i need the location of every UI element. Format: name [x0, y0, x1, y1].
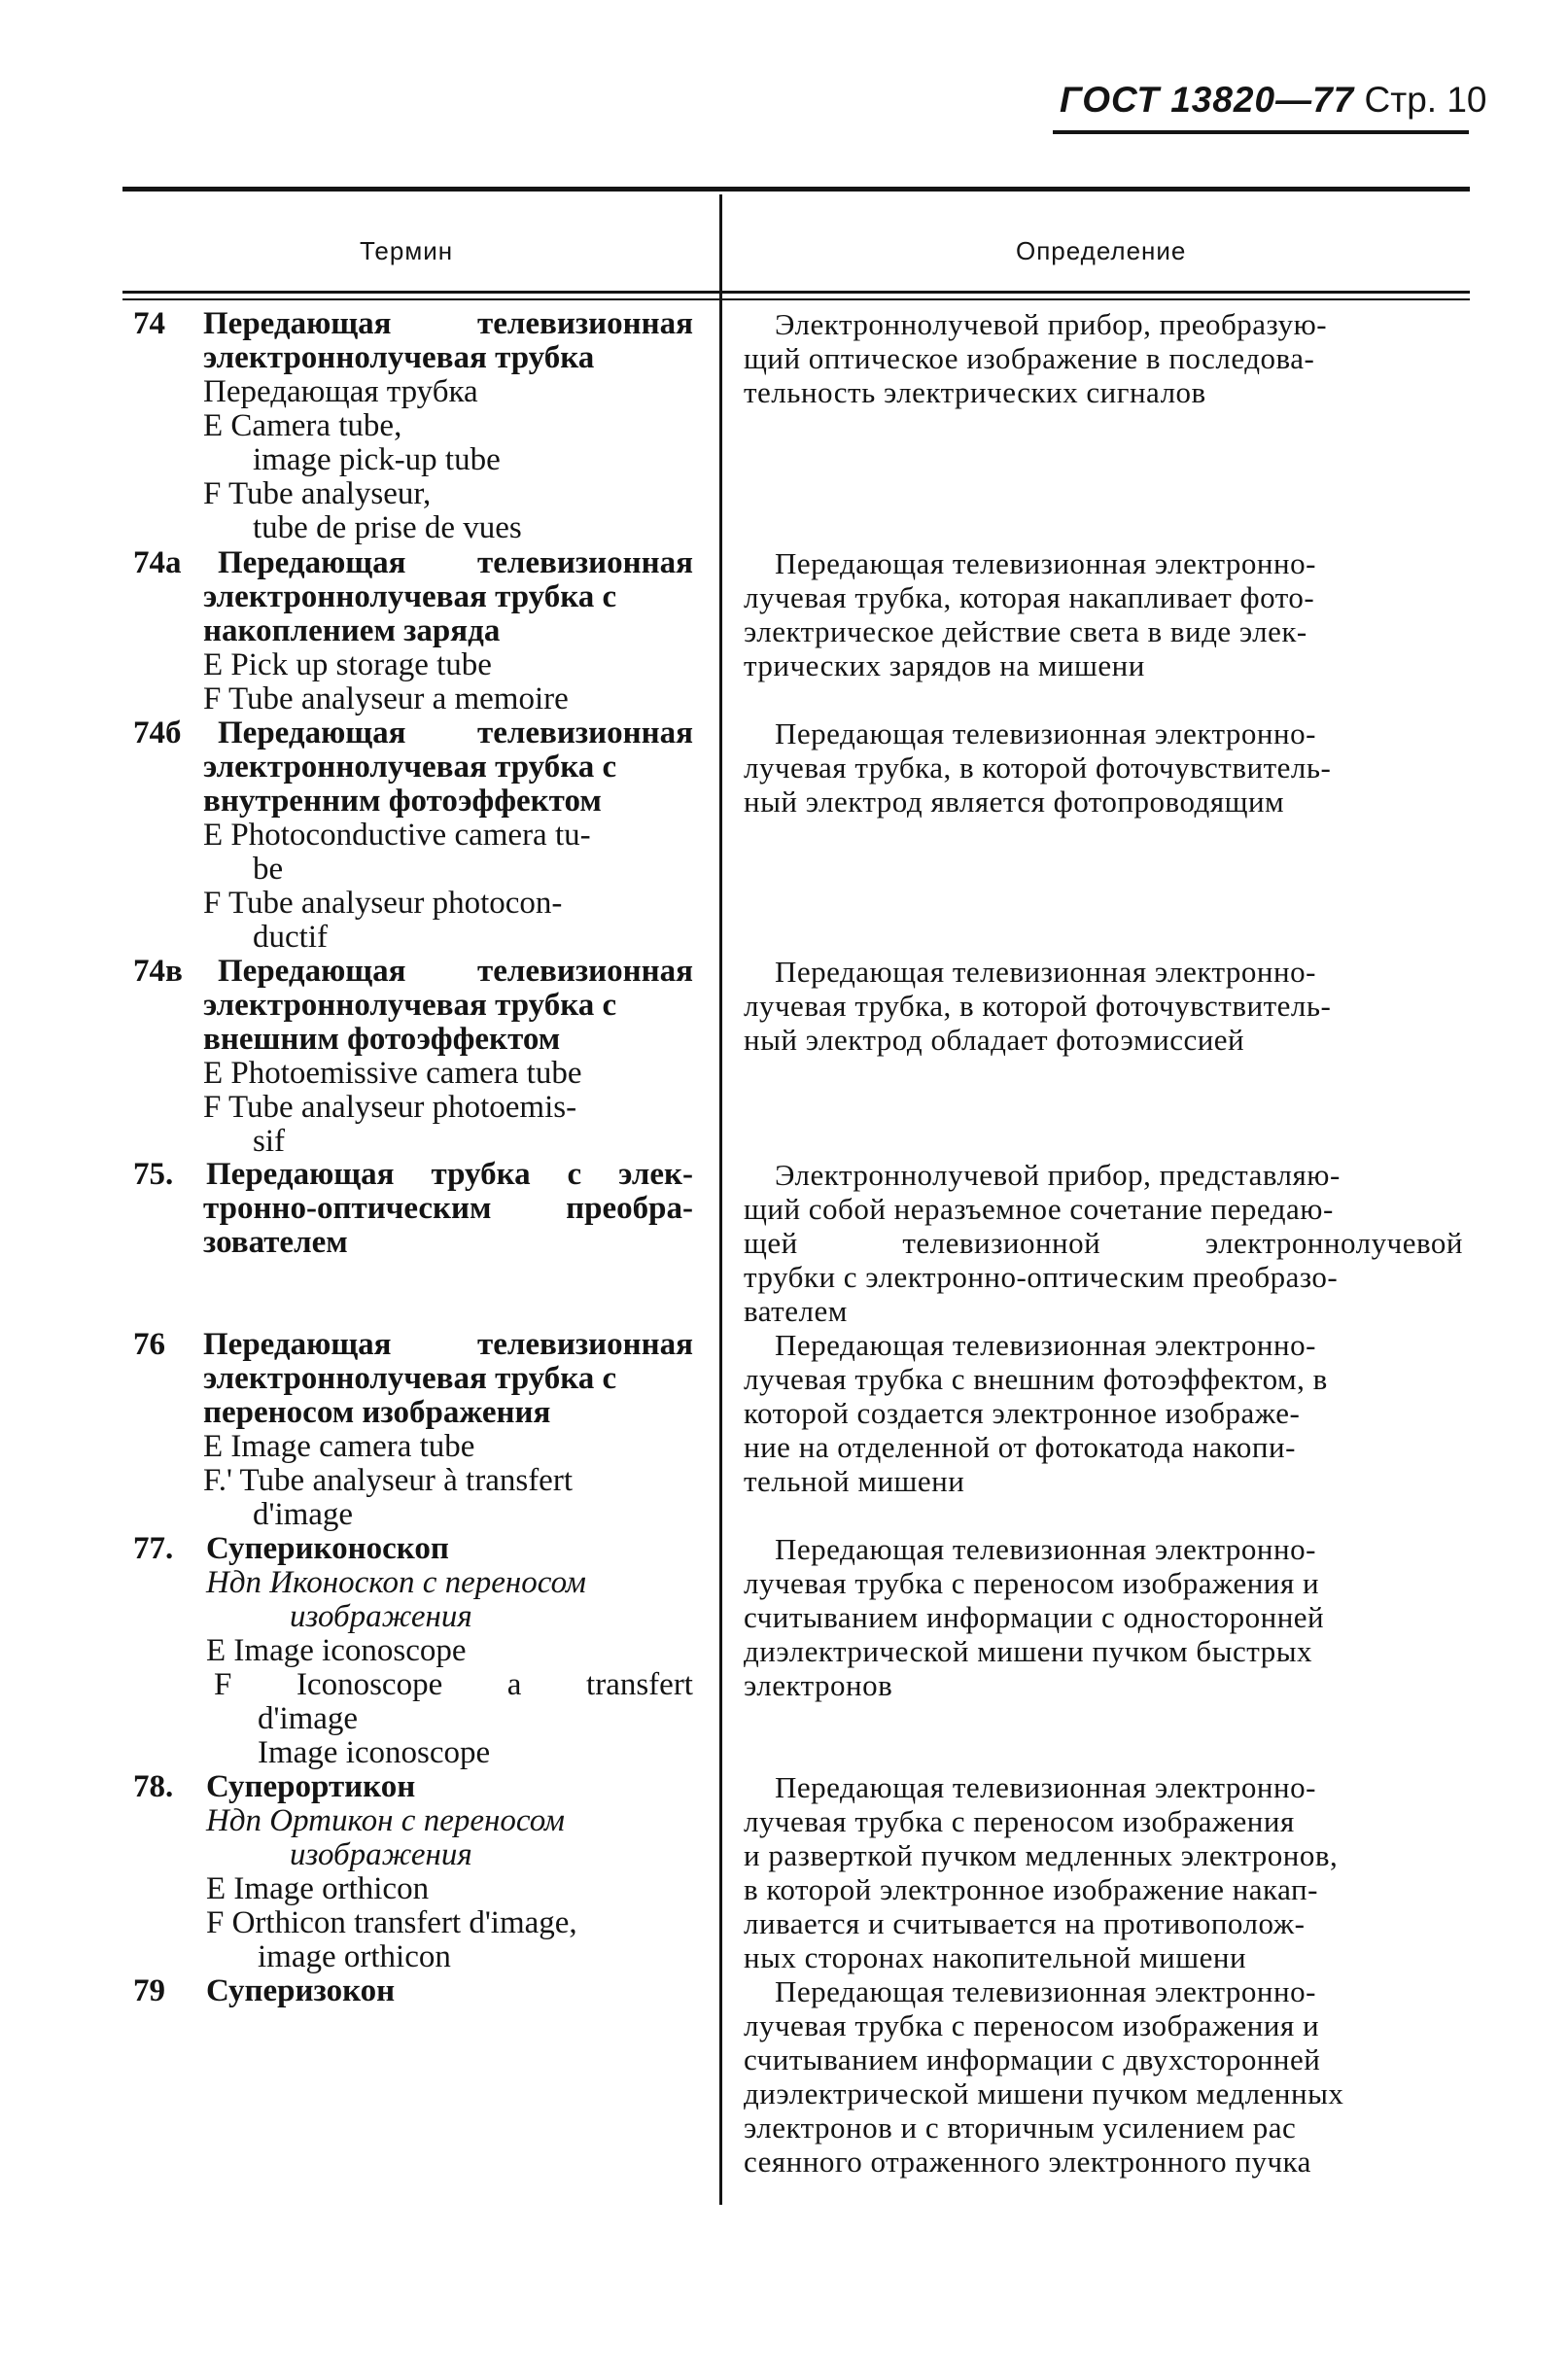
english-term-line: E Image iconoscope [206, 1633, 467, 1668]
french-term-line: image orthicon [258, 1939, 451, 1974]
french-term-line: sif [253, 1124, 285, 1159]
term-line: внешним фотоэффектом [203, 1022, 561, 1057]
definition-line: лучевая трубка, в которой фоточувствитель- [744, 989, 1332, 1023]
term-line: внутренним фотоэффектом [203, 784, 602, 819]
definition-line: тельность электрических сигналов [744, 375, 1206, 409]
definition-line: щий собой неразъемное сочетание передаю- [744, 1192, 1334, 1226]
entry-number: 79 [133, 1973, 165, 2008]
definition-line: трубки с электронно-оптическим преобразо- [744, 1260, 1339, 1294]
french-term-line: d'image [258, 1701, 359, 1736]
term-line: тронно-оптическим преобра- [203, 1191, 693, 1226]
english-term-line: E Camera tube, [203, 408, 402, 443]
definition-line: лучевая трубка с переносом изображения и [744, 2008, 1320, 2042]
definition-line: Передающая телевизионная электронно- [775, 955, 1316, 989]
definition-line: Электроннолучевой прибор, представляю- [775, 1158, 1341, 1192]
french-term-line: F Orthicon transfert d'image, [206, 1905, 577, 1940]
entry-number: 76 [133, 1327, 165, 1362]
definition-line: электронов и с вторичным усилением рас [744, 2110, 1297, 2145]
english-term-line: E Image camera tube [203, 1429, 475, 1464]
short-term-line: Передающая трубка [203, 374, 478, 409]
definition-line: щий оптическое изображение в последова- [744, 341, 1315, 375]
definition-line: лучевая трубка, в которой фоточувствитель- [744, 750, 1332, 785]
definition-line: ливается и считывается на противополож- [744, 1906, 1306, 1940]
definition-line: сеянного отраженного электронного пучка [744, 2145, 1311, 2179]
term-line: Передающая трубка с элек- [206, 1157, 693, 1192]
term-line: Суперортикон [206, 1769, 416, 1804]
french-term-line: Image iconoscope [258, 1735, 491, 1770]
definition-line: электронов [744, 1668, 893, 1702]
term-line: электроннолучевая трубка с [203, 750, 617, 785]
english-term-line: be [253, 852, 284, 887]
definition-line: считыванием информации с односторонней [744, 1600, 1325, 1634]
definition-line: тельной мишени [744, 1464, 965, 1498]
french-term-line: F Tube analyseur photoemis- [203, 1090, 577, 1125]
entry-number: 74б [133, 715, 182, 750]
definition-line: Передающая телевизионная электронно- [775, 546, 1316, 580]
entry-number: 74а [133, 545, 182, 580]
definition-line: в которой электронное изображение накап- [744, 1872, 1318, 1906]
term-line: Передающая телевизионная [218, 715, 693, 750]
english-term-line: E Photoconductive camera tu- [203, 818, 591, 853]
column-divider [719, 194, 722, 2205]
french-term-line: F Tube analyseur a memoire [203, 681, 569, 716]
definition-line: которой создается электронное изображе- [744, 1396, 1301, 1430]
definition-line: вателем [744, 1294, 848, 1328]
definition-line: Передающая телевизионная электронно- [775, 1770, 1316, 1804]
term-line: электроннолучевая трубка с [203, 1361, 617, 1396]
term-line: Суперизокон [206, 1973, 396, 2008]
french-term-line: F Tube analyseur photocon- [203, 886, 563, 921]
definition-line: трических зарядов на мишени [744, 648, 1145, 682]
definition-line: и разверткой пучком медленных электронов, [744, 1838, 1339, 1872]
term-line: электроннолучевая трубка с [203, 988, 617, 1023]
term-line: Супериконоскоп [206, 1531, 449, 1566]
term-line: переносом изображения [203, 1395, 551, 1430]
definition-line: ный электрод обладает фотоэмиссией [744, 1023, 1245, 1057]
entry-number: 75. [133, 1157, 174, 1192]
entry-number: 78. [133, 1769, 174, 1804]
table-head-rule-second [122, 298, 1470, 300]
french-term-line: ductif [253, 920, 328, 955]
definition-line: Электроннолучевой прибор, преобразую- [775, 307, 1328, 341]
definition-line: щей телевизионной электроннолучевой [744, 1226, 1463, 1260]
deprecated-term-line: изображения [290, 1599, 472, 1634]
english-term-line: E Photoemissive camera tube [203, 1056, 582, 1091]
entry-number: 74в [133, 954, 183, 989]
definition-line: Передающая телевизионная электронно- [775, 1974, 1316, 2008]
definition-line: лучевая трубка, которая накапливает фото- [744, 580, 1315, 614]
definition-line: лучевая трубка с внешним фотоэффектом, в [744, 1362, 1328, 1396]
definition-line: Передающая телевизионная электронно- [775, 1328, 1316, 1362]
french-term-line: F.' Tube analyseur à transfert [203, 1463, 573, 1498]
french-term-line: d'image [253, 1497, 354, 1532]
french-term-line: F Iconoscope a transfert [214, 1667, 693, 1702]
deprecated-term-line: Ндп Иконоскоп с переносом [206, 1565, 586, 1600]
deprecated-term-line: Ндп Ортикон с переносом [206, 1803, 565, 1838]
definition-line: ние на отделенной от фотокатода накопи- [744, 1430, 1296, 1464]
deprecated-term-line: изображения [290, 1837, 472, 1872]
column-header-term: Термин [360, 236, 454, 265]
english-term-line: image pick-up tube [253, 442, 501, 477]
french-term-line: tube de prise de vues [253, 510, 522, 545]
french-term-line: F Tube analyseur, [203, 476, 432, 511]
definition-line: диэлектрической мишени пучком медленных [744, 2076, 1344, 2110]
definition-line: Передающая телевизионная электронно- [775, 716, 1316, 750]
table-top-rule [122, 187, 1470, 192]
definition-line: ных сторонах накопительной мишени [744, 1940, 1247, 1974]
term-line: Передающая телевизионная [203, 306, 693, 341]
header-rule [1053, 130, 1469, 134]
definition-line: ный электрод является фотопроводящим [744, 785, 1285, 819]
term-line: зователем [203, 1225, 348, 1260]
definition-line: лучевая трубка с переносом изображения [744, 1804, 1295, 1838]
page-number: Стр. 10 [1364, 80, 1487, 120]
standard-number: ГОСТ 13820—77 [1060, 80, 1355, 120]
term-line: электроннолучевая трубка [203, 340, 595, 375]
term-line: Передающая телевизионная [218, 545, 693, 580]
definition-line: лучевая трубка с переносом изображения и [744, 1566, 1320, 1600]
definition-line: считыванием информации с двухсторонней [744, 2042, 1321, 2076]
entry-number: 77. [133, 1531, 174, 1566]
term-line: Передающая телевизионная [203, 1327, 693, 1362]
entry-number: 74 [133, 306, 165, 341]
definition-line: электрическое действие света в виде элек- [744, 614, 1307, 648]
table-head-rule [122, 291, 1470, 294]
term-line: Передающая телевизионная [218, 954, 693, 989]
term-line: накоплением заряда [203, 613, 501, 648]
definition-line: Передающая телевизионная электронно- [775, 1532, 1316, 1566]
column-header-definition: Определение [1016, 236, 1187, 265]
term-line: электроннолучевая трубка с [203, 579, 617, 614]
page-header [1060, 80, 1487, 121]
english-term-line: E Image orthicon [206, 1871, 430, 1906]
definition-line: диэлектрической мишени пучком быстрых [744, 1634, 1313, 1668]
english-term-line: E Pick up storage tube [203, 647, 492, 682]
